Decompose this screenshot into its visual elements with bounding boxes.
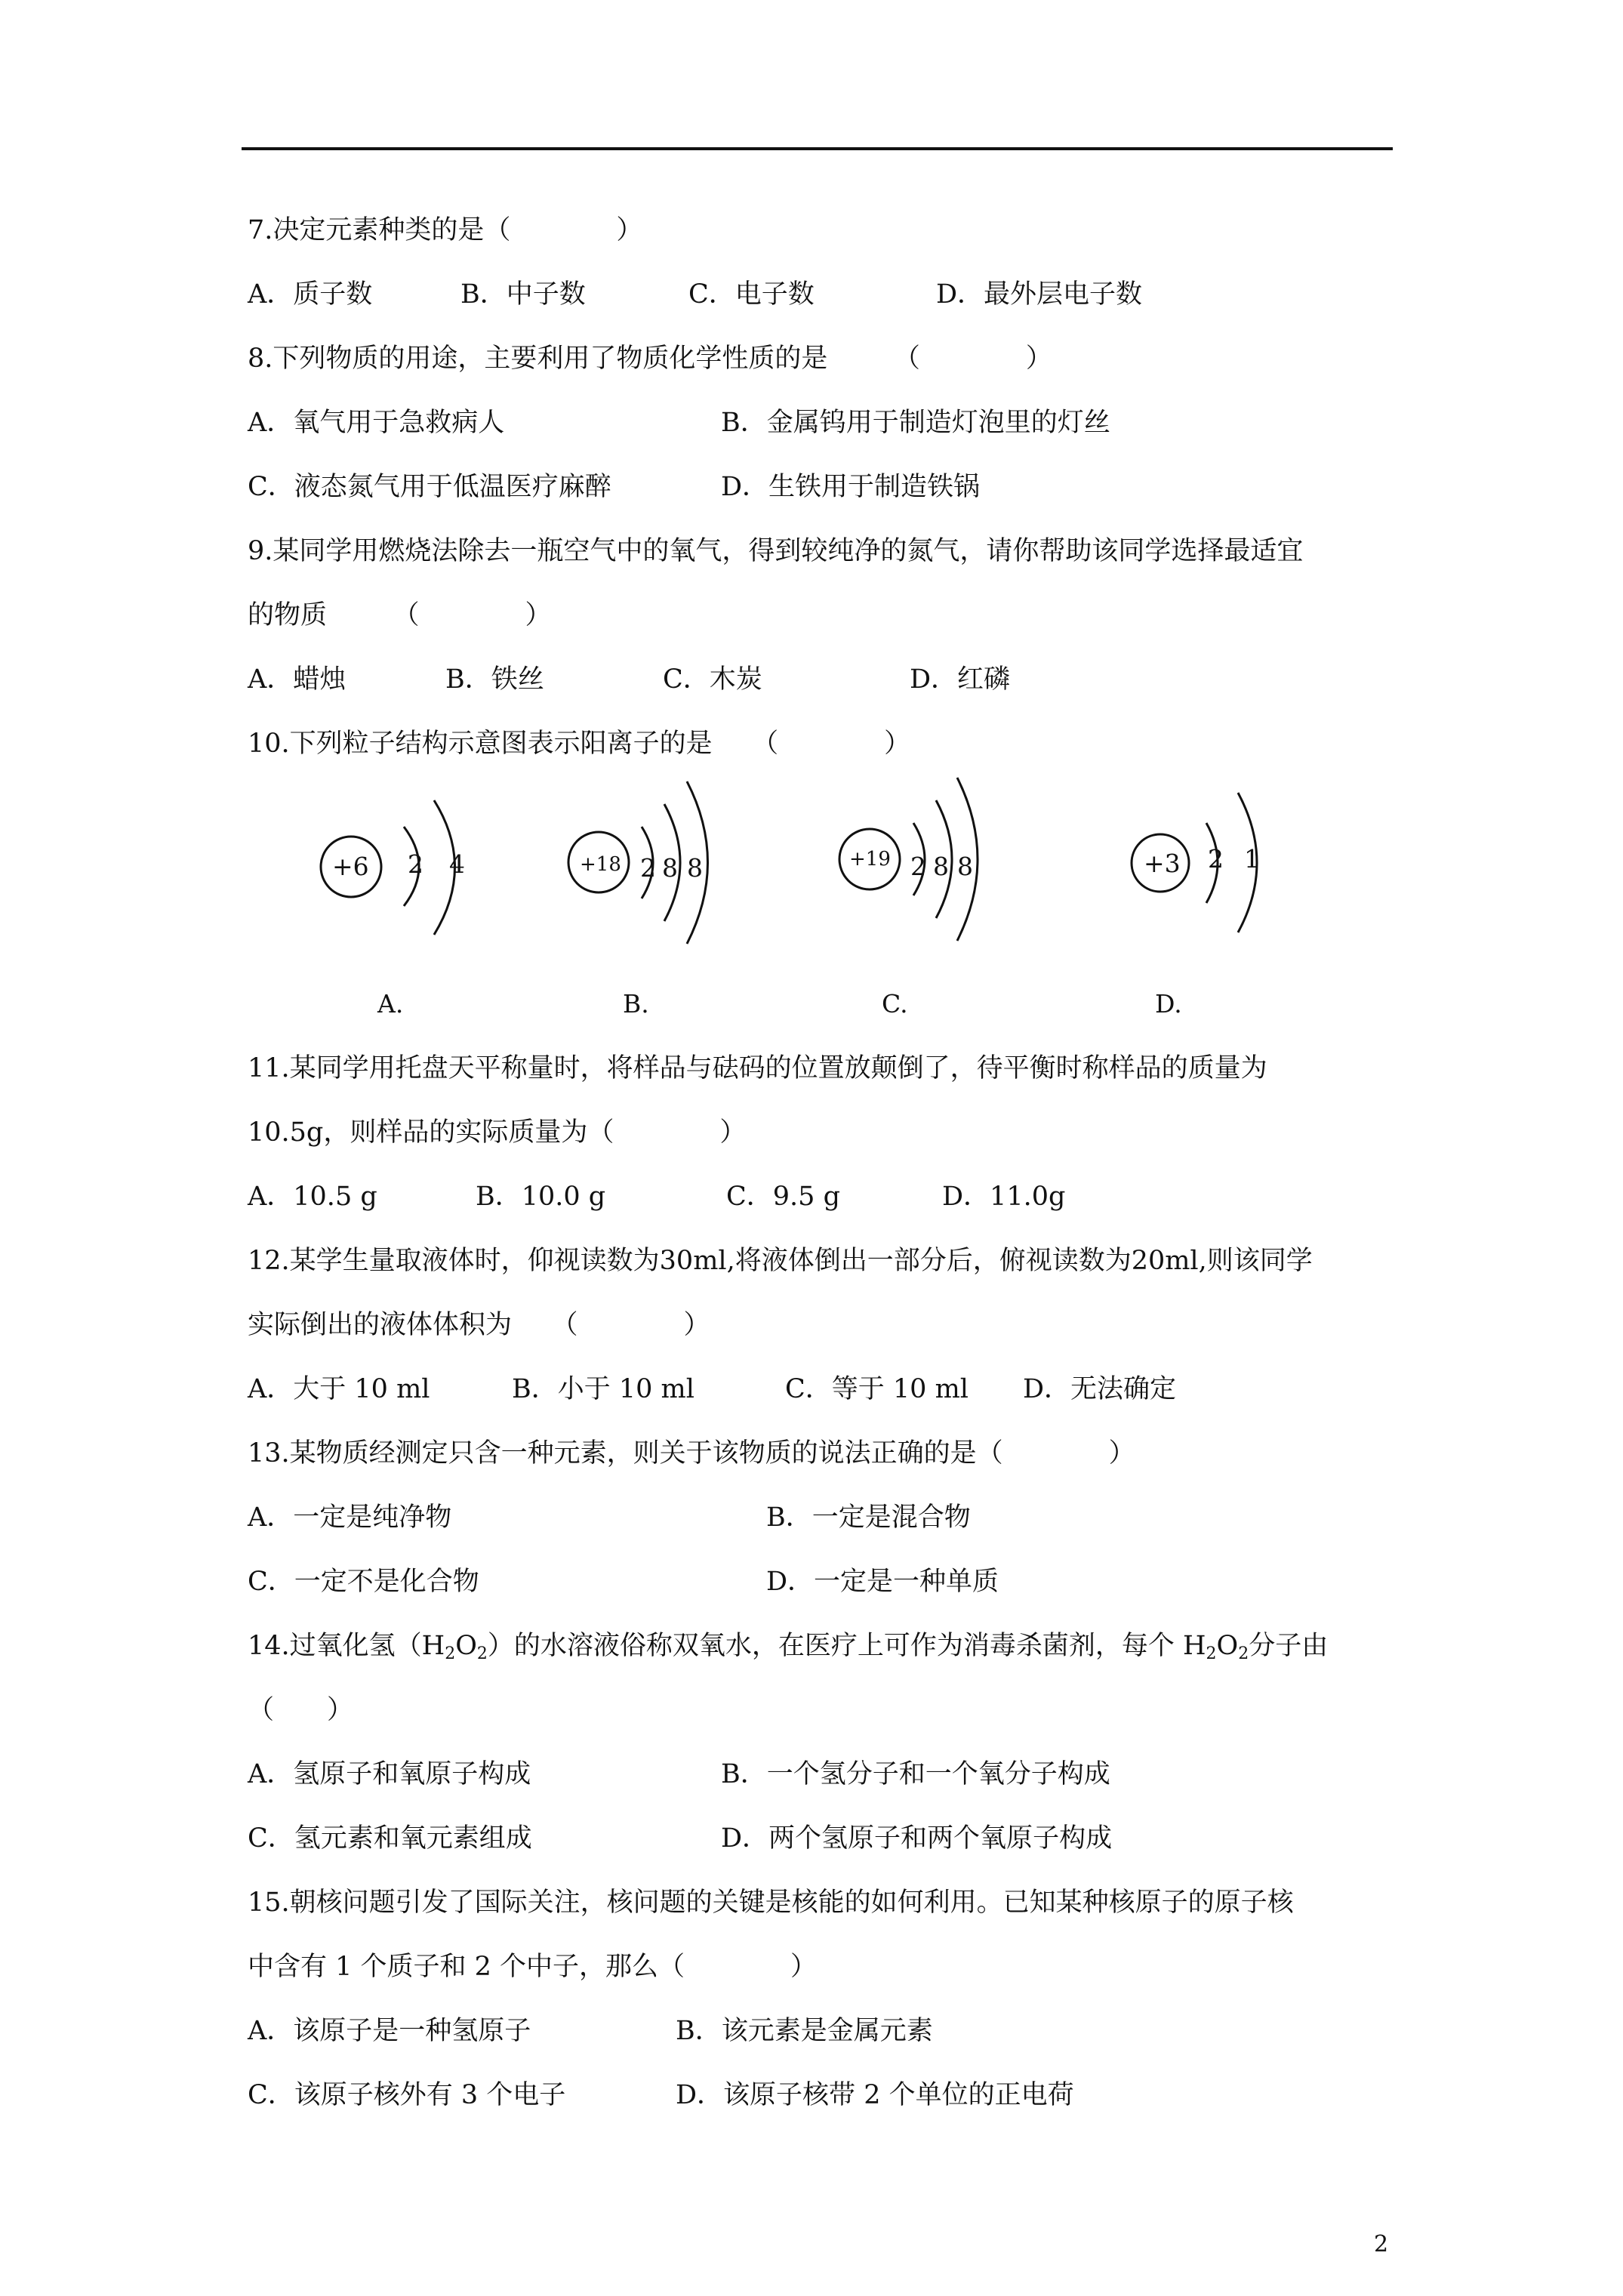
question-14-stem-line2: （ ） bbox=[248, 1695, 354, 1725]
q7-option-b: B．中子数 bbox=[460, 279, 586, 310]
q8-option-d: D．生铁用于制造铁锅 bbox=[721, 472, 981, 502]
q14-o-letter-2: O bbox=[1216, 1631, 1239, 1661]
q14-sub-h2: 2 bbox=[1206, 1644, 1217, 1663]
question-8-stem: 8.下列物质的用途，主要利用了物质化学性质的是 （ ） bbox=[248, 344, 1052, 374]
q13-option-d: D．一定是一种单质 bbox=[766, 1567, 999, 1597]
q14-stem-part3: 分子由 bbox=[1249, 1631, 1329, 1661]
q15-option-c: C．该原子核外有 3 个电子 bbox=[248, 2080, 566, 2110]
question-11-stem-line1: 11.某同学用托盘天平称量时，将样品与砝码的位置放颠倒了，待平衡时称样品的质量为 bbox=[248, 1053, 1267, 1083]
question-10-stem: 10.下列粒子结构示意图表示阳离子的是 （ ） bbox=[248, 729, 911, 759]
q7-option-d: D．最外层电子数 bbox=[936, 279, 1143, 310]
q14-sub-o: 2 bbox=[476, 1644, 488, 1663]
q13-option-c: C．一定不是化合物 bbox=[248, 1567, 479, 1597]
q15-option-a: A．该原子是一种氢原子 bbox=[248, 2016, 531, 2046]
q7-option-c: C．电子数 bbox=[688, 279, 815, 310]
diagram-a-shell-1-count: 2 bbox=[408, 849, 423, 879]
diagram-a-nucleus: +6 bbox=[332, 852, 369, 881]
diagram-a-shell-2-count: 4 bbox=[449, 849, 465, 879]
q14-sub-o2: 2 bbox=[1238, 1644, 1249, 1663]
q10-option-a: A. bbox=[377, 989, 404, 1019]
q8-option-a: A．氧气用于急救病人 bbox=[248, 408, 505, 438]
q9-option-c: C．木炭 bbox=[663, 664, 762, 695]
q10-option-b: B. bbox=[623, 989, 649, 1019]
question-12-stem-line2: 实际倒出的液体体积为 （ ） bbox=[248, 1310, 710, 1340]
question-9-stem-line2: 的物质 （ ） bbox=[248, 600, 552, 630]
question-15-stem-line1: 15.朝核问题引发了国际关注，核问题的关键是核能的如何利用。已知某种核原子的原子核 bbox=[248, 1888, 1294, 1918]
q9-option-b: B．铁丝 bbox=[445, 664, 544, 695]
q14-option-b: B．一个氢分子和一个氧分子构成 bbox=[721, 1759, 1110, 1789]
q11-option-b: B．10.0 g bbox=[476, 1182, 606, 1212]
question-9-stem-line1: 9.某同学用燃烧法除去一瓶空气中的氧气，得到较纯净的氮气，请你帮助该同学选择最适宜 bbox=[248, 536, 1304, 566]
q14-option-c: C．氢元素和氧元素组成 bbox=[248, 1823, 532, 1854]
q11-option-a: A．10.5 g bbox=[248, 1182, 377, 1212]
question-13-stem: 13.某物质经测定只含一种元素，则关于该物质的说法正确的是（ ） bbox=[248, 1438, 1135, 1469]
q15-option-b: B．该元素是金属元素 bbox=[676, 2016, 933, 2046]
q15-option-d: D．该原子核带 2 个单位的正电荷 bbox=[676, 2080, 1074, 2110]
q14-stem-part1: 14.过氧化氢（H bbox=[248, 1631, 445, 1661]
q11-option-d: D．11.0g bbox=[942, 1182, 1066, 1212]
diagram-b-nucleus: +18 bbox=[580, 853, 621, 876]
q7-option-a: A．质子数 bbox=[248, 279, 373, 310]
diagram-d-shell-1-count: 2 bbox=[1208, 844, 1224, 874]
diagram-b-shell-1-count: 2 bbox=[640, 853, 656, 883]
q9-option-a: A．蜡烛 bbox=[248, 664, 346, 695]
q14-option-d: D．两个氢原子和两个氧原子构成 bbox=[721, 1823, 1113, 1854]
q10-option-d: D. bbox=[1155, 989, 1182, 1019]
q12-option-b: B．小于 10 ml bbox=[512, 1374, 694, 1404]
q9-option-d: D．红磷 bbox=[910, 664, 1011, 695]
question-11-stem-line2: 10.5g，则样品的实际质量为（ ） bbox=[248, 1117, 747, 1148]
q12-option-d: D．无法确定 bbox=[1023, 1374, 1177, 1404]
diagram-b-shell-3-count: 8 bbox=[687, 853, 703, 883]
diagram-c-nucleus: +19 bbox=[849, 848, 891, 871]
diagram-d-nucleus: +3 bbox=[1144, 849, 1181, 878]
q8-option-b: B．金属钨用于制造灯泡里的灯丝 bbox=[721, 408, 1110, 438]
diagram-c-shell-1-count: 2 bbox=[910, 852, 926, 881]
question-12-stem-line1: 12.某学生量取液体时，仰视读数为30ml,将液体倒出一部分后，俯视读数为20ml,则该同学 bbox=[248, 1246, 1313, 1276]
q10-option-c: C. bbox=[882, 989, 908, 1019]
diagram-d-shell-2-count: 1 bbox=[1244, 844, 1260, 874]
q14-sub-h: 2 bbox=[445, 1644, 456, 1663]
question-7-stem: 7.决定元素种类的是（ ） bbox=[248, 215, 643, 245]
diagram-c-shell-2-count: 8 bbox=[933, 852, 949, 881]
diagram-c-shell-3-count: 8 bbox=[957, 852, 973, 881]
question-14-stem-line1 bbox=[248, 1629, 1328, 1671]
question-15-stem-line2: 中含有 1 个质子和 2 个中子，那么（ ） bbox=[248, 1952, 818, 1982]
q13-option-a: A．一定是纯净物 bbox=[248, 1502, 452, 1533]
q14-stem-part2: ）的水溶液俗称双氧水，在医疗上可作为消毒杀菌剂，每个 H bbox=[487, 1631, 1206, 1661]
diagram-b-shell-2-count: 8 bbox=[662, 853, 678, 883]
page-number: 2 bbox=[1374, 2231, 1389, 2257]
q13-option-b: B．一定是混合物 bbox=[766, 1502, 971, 1533]
q12-option-a: A．大于 10 ml bbox=[248, 1374, 430, 1404]
q12-option-c: C．等于 10 ml bbox=[785, 1374, 969, 1404]
q11-option-c: C．9.5 g bbox=[726, 1182, 840, 1212]
q14-o-letter: O bbox=[455, 1631, 477, 1661]
q8-option-c: C．液态氮气用于低温医疗麻醉 bbox=[248, 472, 611, 502]
q14-option-a: A．氢原子和氧原子构成 bbox=[248, 1759, 531, 1789]
